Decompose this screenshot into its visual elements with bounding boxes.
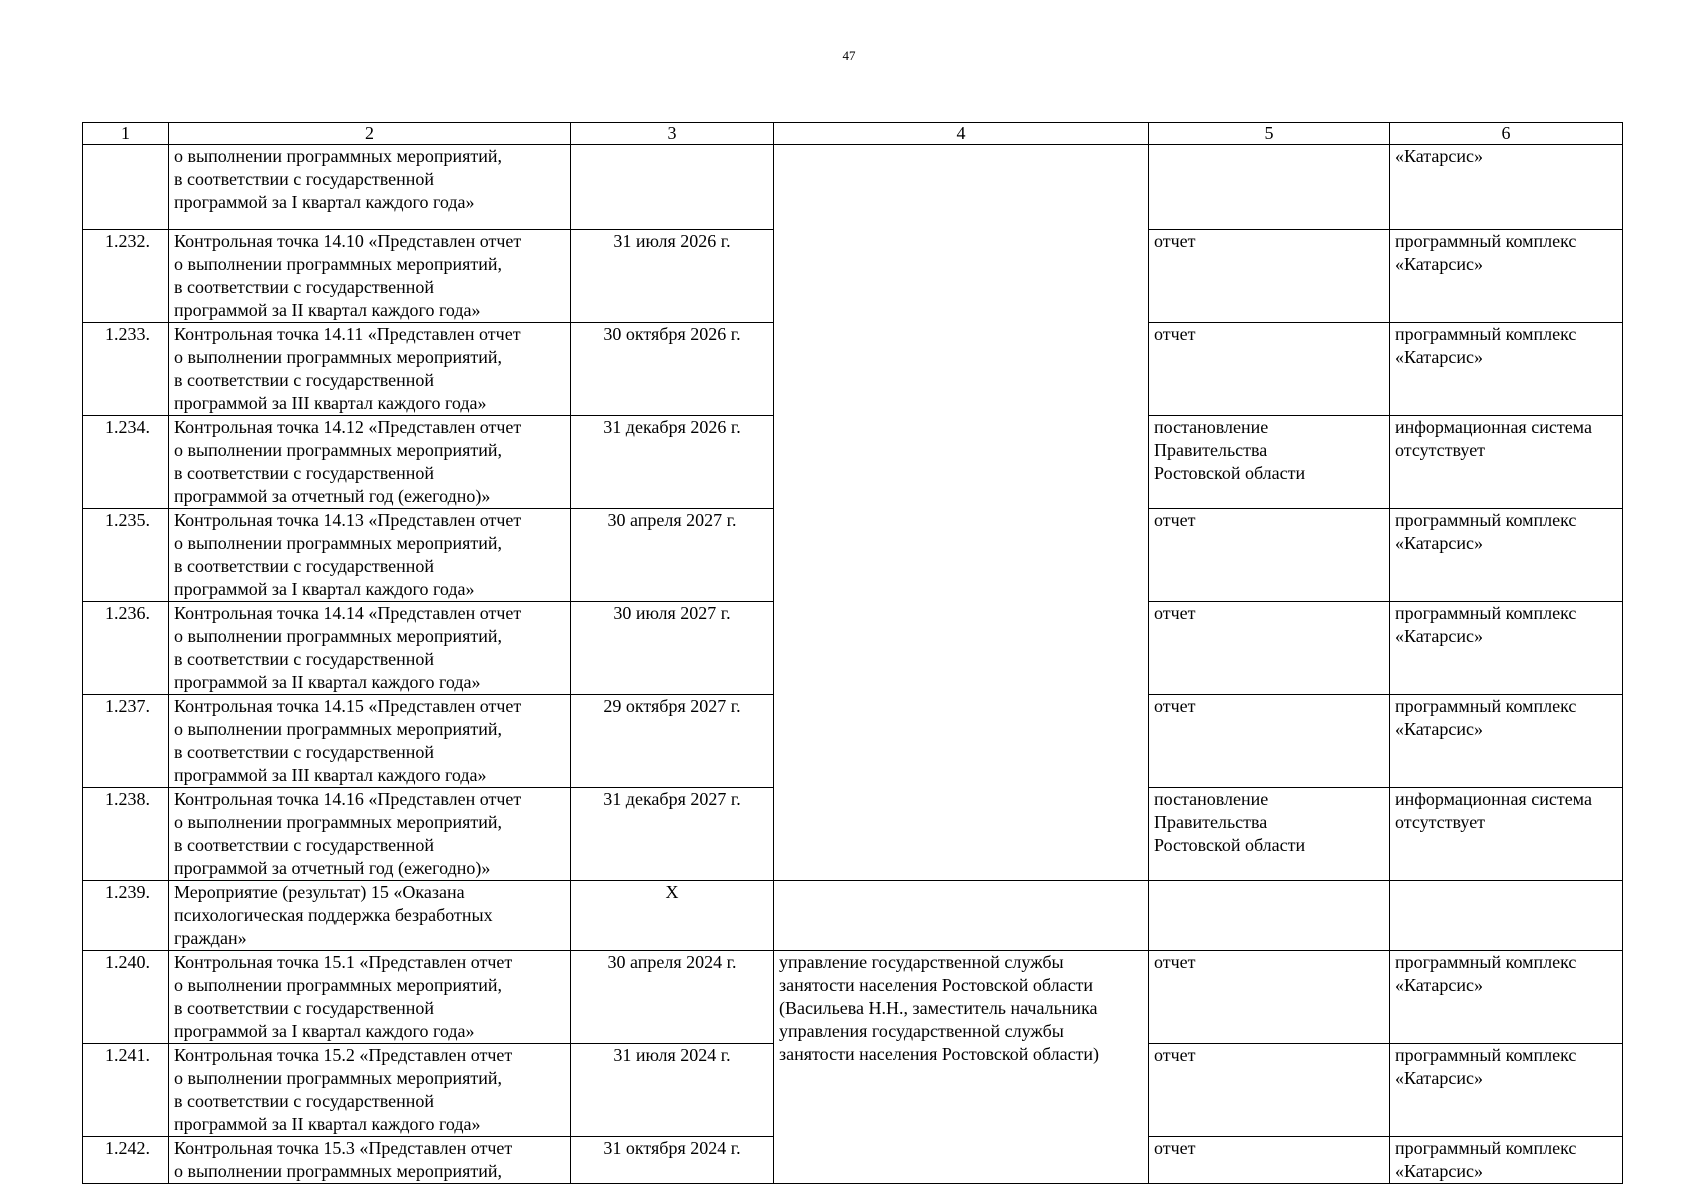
description-line: программой за I квартал каждого года» (174, 1021, 475, 1041)
row-date: Х (571, 881, 774, 951)
description-line: Контрольная точка 14.16 «Представлен отчет (174, 789, 522, 809)
description-line: о выполнении программных мероприятий, (174, 975, 503, 995)
row-description (169, 323, 571, 416)
row-description (169, 416, 571, 509)
row-document (1149, 145, 1390, 230)
row-document (1149, 1137, 1390, 1184)
header-cell-6: 6 (1390, 123, 1623, 145)
system-line: программный комплекс (1395, 952, 1577, 972)
row-document (1149, 881, 1390, 951)
description-line: в соответствии с государственной (174, 649, 434, 669)
description-line: о выполнении программных мероприятий, (174, 347, 503, 367)
row-description (169, 1137, 571, 1184)
row-description (169, 881, 571, 951)
row-system (1390, 323, 1623, 416)
system-line: «Катарсис» (1395, 719, 1483, 739)
row-description (169, 695, 571, 788)
row-date: 31 декабря 2026 г. (571, 416, 774, 509)
description-line: в соответствии с государственной (174, 835, 434, 855)
system-line: «Катарсис» (1395, 347, 1483, 367)
system-line: программный комплекс (1395, 510, 1577, 530)
description-line: Контрольная точка 15.2 «Представлен отчет (174, 1045, 513, 1065)
responsible-line: управление государственной службы (779, 952, 1064, 972)
description-line: программой за III квартал каждого года» (174, 393, 487, 413)
header-cell-4: 4 (774, 123, 1149, 145)
description-line: о выполнении программных мероприятий, (174, 626, 503, 646)
document-line: отчет (1154, 324, 1196, 344)
header-cell-3: 3 (571, 123, 774, 145)
system-line: программный комплекс (1395, 603, 1577, 623)
row-system (1390, 416, 1623, 509)
document-line: отчет (1154, 696, 1196, 716)
document-line: отчет (1154, 603, 1196, 623)
system-line: информационная система (1395, 789, 1592, 809)
row-system (1390, 602, 1623, 695)
description-line: о выполнении программных мероприятий, (174, 719, 503, 739)
document-line: постановление (1154, 789, 1269, 809)
row-document (1149, 788, 1390, 881)
system-line: «Катарсис» (1395, 533, 1483, 553)
system-line: отсутствует (1395, 440, 1486, 460)
row-system (1390, 145, 1623, 230)
description-line: о выполнении программных мероприятий, (174, 440, 503, 460)
description-line: Контрольная точка 15.3 «Представлен отчет (174, 1138, 513, 1158)
description-line: в соответствии с государственной (174, 1091, 434, 1111)
row-system (1390, 230, 1623, 323)
description-line: программой за II квартал каждого года» (174, 300, 481, 320)
description-line: о выполнении программных мероприятий, (174, 146, 503, 166)
row-document (1149, 1044, 1390, 1137)
row-date: 30 июля 2027 г. (571, 602, 774, 695)
row-number: 1.239. (83, 881, 169, 951)
row-description (169, 145, 571, 230)
description-line: в соответствии с государственной (174, 556, 434, 576)
row-system (1390, 509, 1623, 602)
system-line: «Катарсис» (1395, 254, 1483, 274)
description-line: программой за II квартал каждого года» (174, 1114, 481, 1134)
row-number: 1.236. (83, 602, 169, 695)
row-system (1390, 1044, 1623, 1137)
table-row (83, 881, 1623, 951)
row-number: 1.240. (83, 951, 169, 1044)
system-line: программный комплекс (1395, 231, 1577, 251)
document-line: Правительства (1154, 812, 1268, 832)
system-line: программный комплекс (1395, 1045, 1577, 1065)
row-number: 1.235. (83, 509, 169, 602)
system-line: «Катарсис» (1395, 1068, 1483, 1088)
description-line: о выполнении программных мероприятий, (174, 812, 503, 832)
document-line: Ростовской области (1154, 835, 1306, 855)
row-date: 31 декабря 2027 г. (571, 788, 774, 881)
row-description (169, 1044, 571, 1137)
system-line: отсутствует (1395, 812, 1486, 832)
system-line: программный комплекс (1395, 696, 1577, 716)
responsible-line: (Васильева Н.Н., заместитель начальника (779, 998, 1098, 1018)
row-date: 31 октября 2024 г. (571, 1137, 774, 1184)
description-line: программой за I квартал каждого года» (174, 579, 475, 599)
description-line: о выполнении программных мероприятий, (174, 254, 503, 274)
table-row (83, 951, 1623, 1044)
table-row (83, 145, 1623, 230)
description-line: о выполнении программных мероприятий, (174, 1161, 503, 1181)
row-system (1390, 695, 1623, 788)
system-line: «Катарсис» (1395, 626, 1483, 646)
row-description (169, 230, 571, 323)
row-date: 31 июля 2024 г. (571, 1044, 774, 1137)
system-line: «Катарсис» (1395, 1161, 1483, 1181)
description-line: программой за отчетный год (ежегодно)» (174, 486, 491, 506)
description-line: Контрольная точка 14.15 «Представлен отчет (174, 696, 522, 716)
row-system (1390, 1137, 1623, 1184)
responsible-cell-empty (774, 145, 1149, 881)
document-line: Правительства (1154, 440, 1268, 460)
document-line: отчет (1154, 231, 1196, 251)
row-date: 29 октября 2027 г. (571, 695, 774, 788)
description-line: Контрольная точка 14.13 «Представлен отчет (174, 510, 522, 530)
row-document (1149, 323, 1390, 416)
row-date: 31 июля 2026 г. (571, 230, 774, 323)
row-document (1149, 951, 1390, 1044)
row-number: 1.238. (83, 788, 169, 881)
document-line: Ростовской области (1154, 463, 1306, 483)
description-line: в соответствии с государственной (174, 277, 434, 297)
row-number: 1.237. (83, 695, 169, 788)
description-line: в соответствии с государственной (174, 370, 434, 390)
description-line: программой за II квартал каждого года» (174, 672, 481, 692)
row-system (1390, 951, 1623, 1044)
description-line: Контрольная точка 14.10 «Представлен отчет (174, 231, 522, 251)
system-line: программный комплекс (1395, 324, 1577, 344)
responsible-line: занятости населения Ростовской области (779, 975, 1094, 995)
row-number: 1.233. (83, 323, 169, 416)
row-system (1390, 881, 1623, 951)
description-line: Контрольная точка 14.11 «Представлен отчет (174, 324, 521, 344)
description-line: в соответствии с государственной (174, 169, 434, 189)
row-date: 30 октября 2026 г. (571, 323, 774, 416)
responsible-cell-empty (774, 881, 1149, 951)
row-description (169, 509, 571, 602)
header-cell-2: 2 (169, 123, 571, 145)
row-document (1149, 416, 1390, 509)
row-description (169, 788, 571, 881)
description-line: в соответствии с государственной (174, 742, 434, 762)
description-line: Мероприятие (результат) 15 «Оказана (174, 882, 465, 902)
description-line: в соответствии с государственной (174, 463, 434, 483)
responsible-cell (774, 951, 1149, 1184)
header-cell-1: 1 (83, 123, 169, 145)
system-line: «Катарсис» (1395, 975, 1483, 995)
description-line: граждан» (174, 928, 247, 948)
row-description (169, 602, 571, 695)
system-line: информационная система (1395, 417, 1592, 437)
document-line: постановление (1154, 417, 1269, 437)
responsible-line: управления государственной службы (779, 1021, 1064, 1041)
header-row (83, 123, 1623, 145)
document-line: отчет (1154, 1138, 1196, 1158)
row-number: 1.241. (83, 1044, 169, 1137)
row-number: 1.232. (83, 230, 169, 323)
description-line: Контрольная точка 15.1 «Представлен отчет (174, 952, 513, 972)
row-document (1149, 695, 1390, 788)
row-date: 30 апреля 2024 г. (571, 951, 774, 1044)
row-number: 1.234. (83, 416, 169, 509)
description-line: Контрольная точка 14.12 «Представлен отчет (174, 417, 522, 437)
description-line: психологическая поддержка безработных (174, 905, 493, 925)
row-date: 30 апреля 2027 г. (571, 509, 774, 602)
row-number (83, 145, 169, 230)
document-line: отчет (1154, 952, 1196, 972)
description-line: о выполнении программных мероприятий, (174, 1068, 503, 1088)
page-number: 47 (842, 48, 856, 63)
row-document (1149, 602, 1390, 695)
description-line: программой за отчетный год (ежегодно)» (174, 858, 491, 878)
description-line: о выполнении программных мероприятий, (174, 533, 503, 553)
document-line: отчет (1154, 510, 1196, 530)
system-line: «Катарсис» (1395, 146, 1483, 166)
row-description (169, 951, 571, 1044)
system-line: программный комплекс (1395, 1138, 1577, 1158)
row-number: 1.242. (83, 1137, 169, 1184)
document-line: отчет (1154, 1045, 1196, 1065)
description-line: программой за III квартал каждого года» (174, 765, 487, 785)
row-document (1149, 509, 1390, 602)
row-system (1390, 788, 1623, 881)
description-line: Контрольная точка 14.14 «Представлен отчет (174, 603, 522, 623)
row-document (1149, 230, 1390, 323)
row-date (571, 145, 774, 230)
description-line: программой за I квартал каждого года» (174, 192, 475, 212)
header-cell-5: 5 (1149, 123, 1390, 145)
description-line: в соответствии с государственной (174, 998, 434, 1018)
responsible-line: занятости населения Ростовской области) (779, 1044, 1100, 1064)
plan-table (82, 122, 1623, 1184)
